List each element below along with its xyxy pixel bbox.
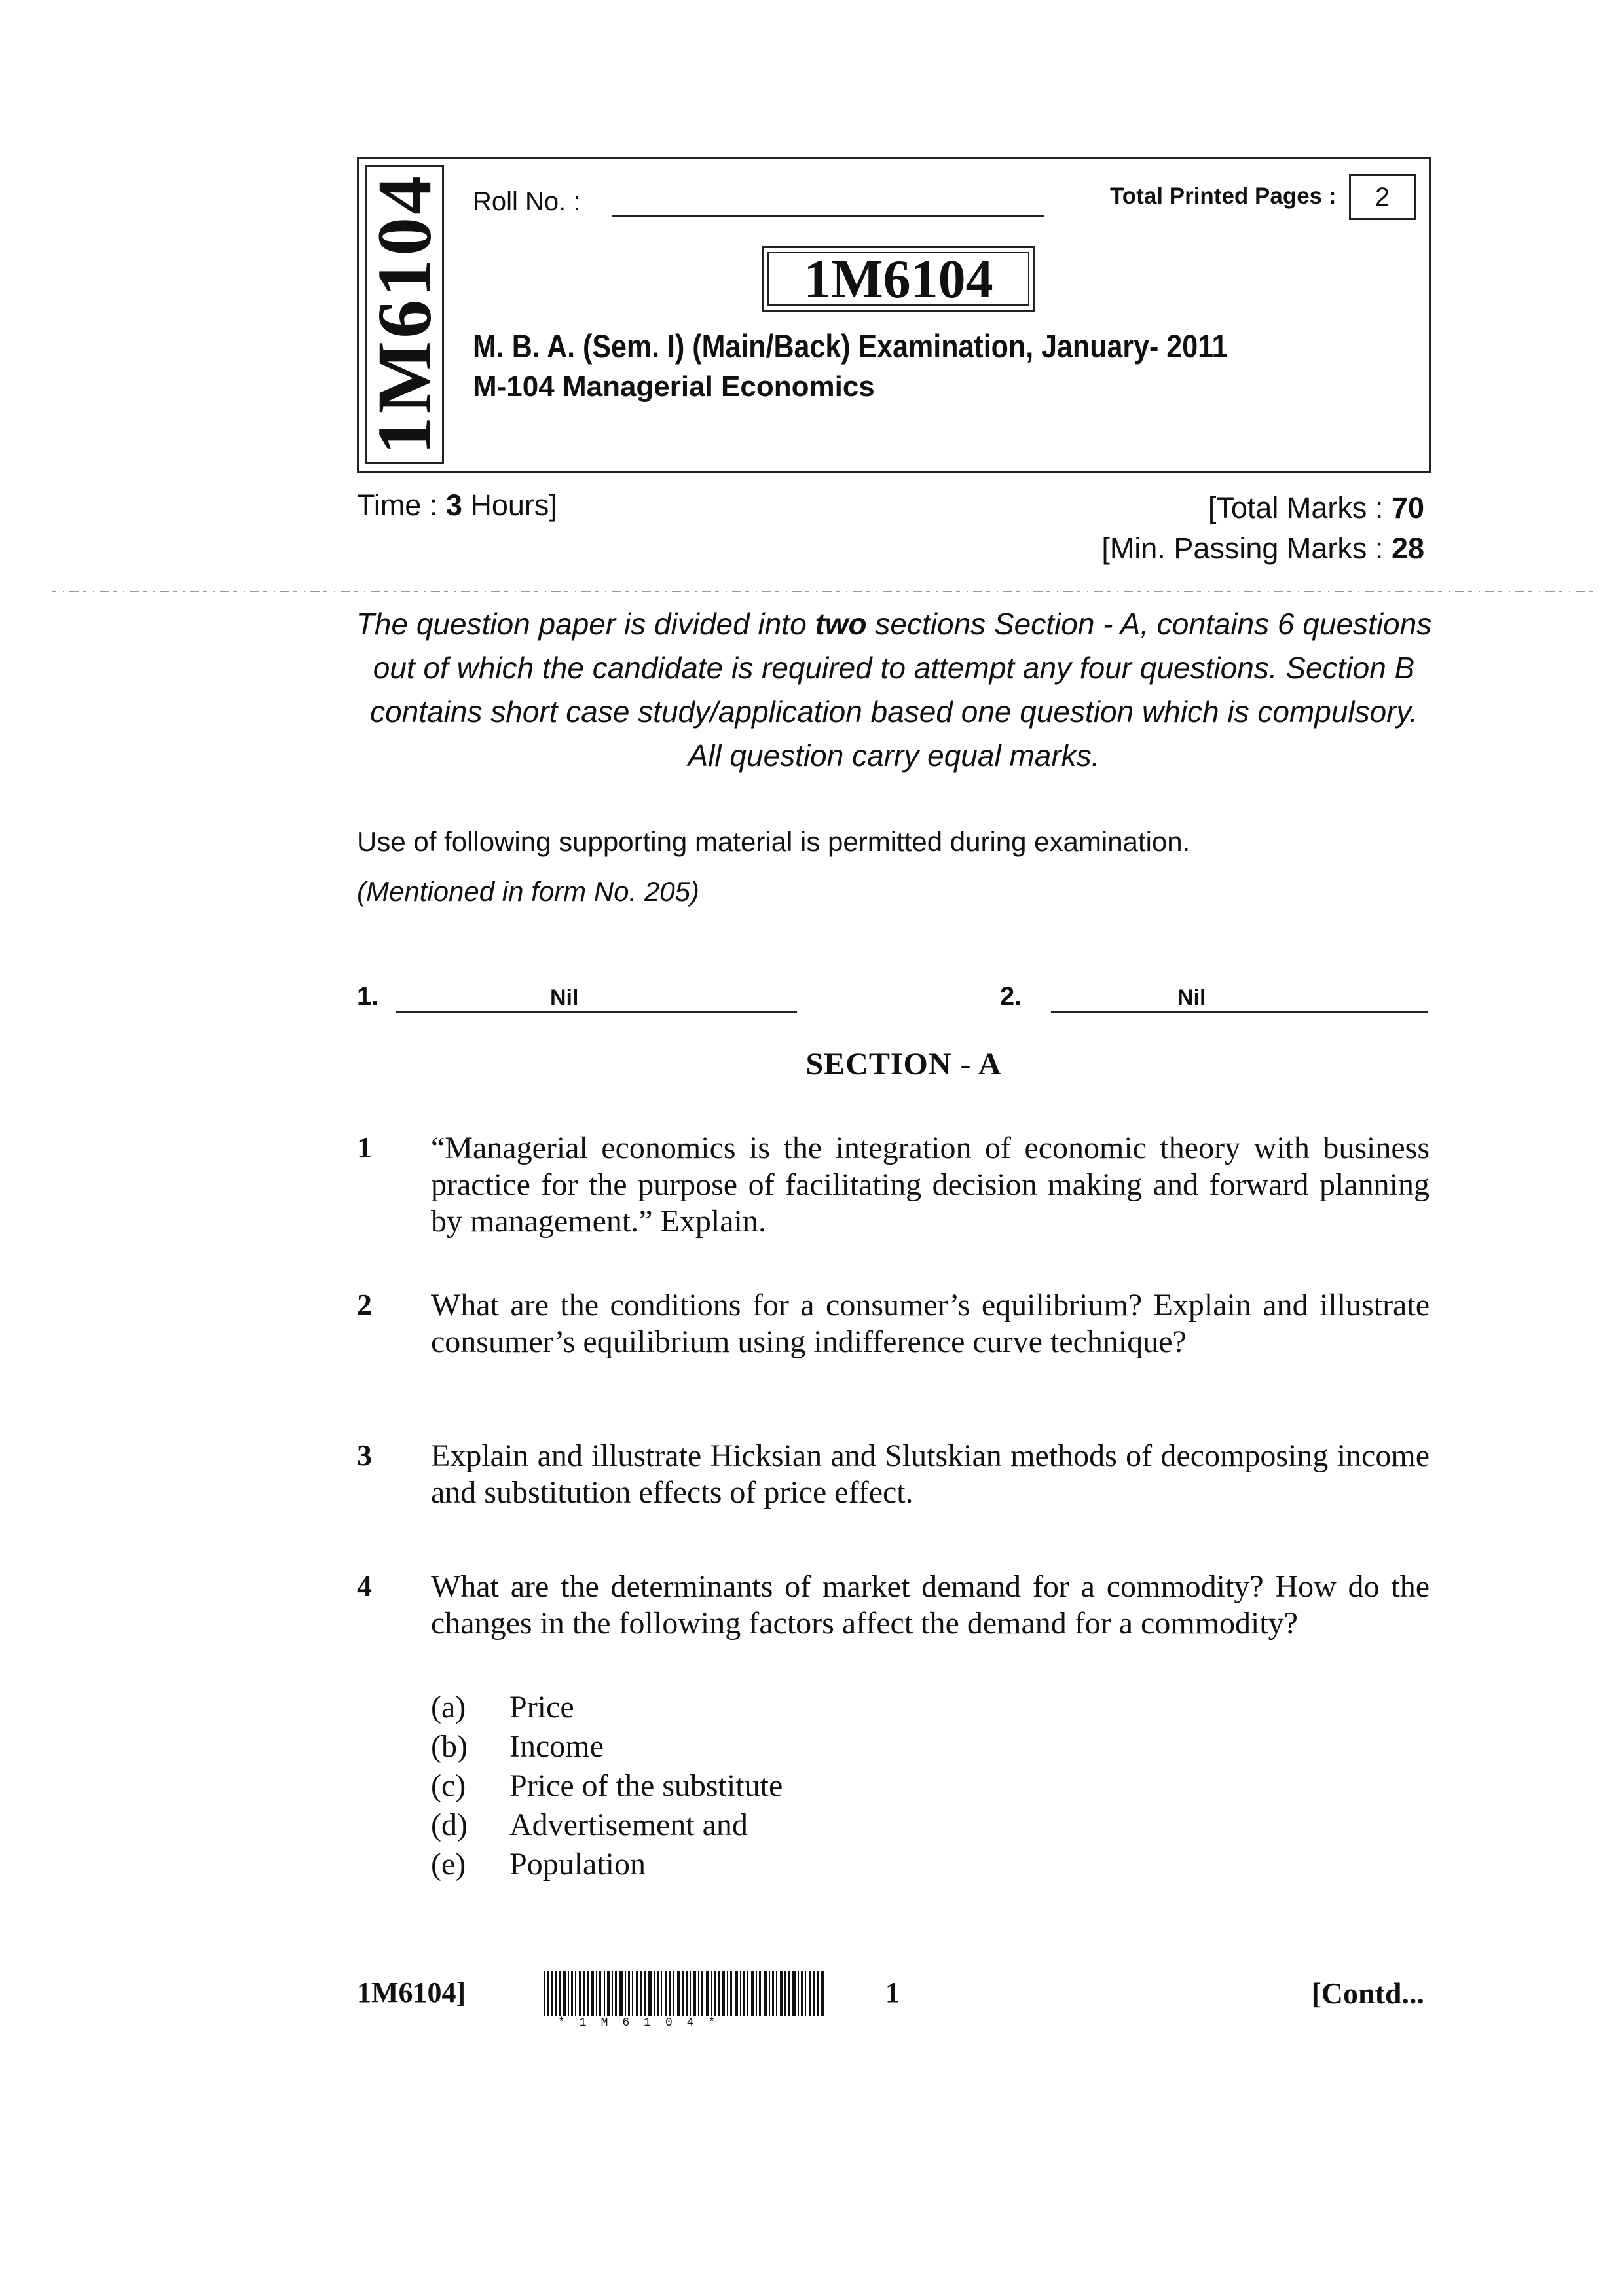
material-1-value: Nil bbox=[550, 985, 579, 1010]
material-2-number: 2. bbox=[1000, 982, 1022, 1011]
option-label: (d) bbox=[431, 1808, 468, 1842]
instructions-part1: The question paper is divided into bbox=[356, 607, 815, 641]
list-item bbox=[431, 1806, 783, 1845]
supporting-material-text: Use of following supporting material is permitted during examination. bbox=[357, 826, 1190, 857]
side-paper-code-box bbox=[361, 165, 447, 464]
min-passing-marks bbox=[1101, 532, 1424, 566]
form-note: (Mentioned in form No. 205) bbox=[357, 876, 699, 907]
material-2-line bbox=[1051, 1011, 1428, 1013]
instructions-bold-word: two bbox=[815, 607, 867, 641]
material-2-value: Nil bbox=[1177, 985, 1206, 1010]
option-text: Price of the substitute bbox=[509, 1768, 783, 1803]
section-heading: SECTION - A bbox=[805, 1047, 1002, 1082]
list-item bbox=[431, 1688, 783, 1727]
total-marks-label: [Total Marks : bbox=[1208, 491, 1392, 524]
list-item bbox=[431, 1845, 783, 1884]
paper-code: 1M6104 bbox=[803, 248, 993, 310]
question-4-number: 4 bbox=[357, 1569, 372, 1603]
time-allowed bbox=[357, 488, 557, 522]
total-pages-value: 2 bbox=[1349, 174, 1416, 220]
time-value: 3 bbox=[445, 488, 462, 522]
scan-noise-line bbox=[52, 588, 1598, 594]
instructions bbox=[354, 602, 1434, 778]
time-label: Time : bbox=[357, 488, 446, 522]
question-2-number: 2 bbox=[357, 1288, 372, 1321]
roll-number-line bbox=[612, 215, 1044, 217]
subject-title: M-104 Managerial Economics bbox=[473, 371, 875, 403]
option-label: (a) bbox=[431, 1690, 466, 1724]
time-unit: Hours] bbox=[462, 488, 557, 522]
page-number: 1 bbox=[885, 1977, 900, 2009]
option-label: (e) bbox=[431, 1847, 466, 1882]
barcode-icon bbox=[544, 1971, 825, 2016]
list-item bbox=[431, 1727, 783, 1766]
option-text: Price bbox=[509, 1690, 574, 1724]
side-paper-code: 1M6104 bbox=[361, 173, 447, 456]
option-text: Income bbox=[509, 1729, 604, 1764]
material-1-line bbox=[396, 1011, 797, 1013]
question-3-text: Explain and illustrate Hicksian and Slutskian methods of decomposing income and substitution effects of price effect. bbox=[431, 1438, 1430, 1510]
option-text: Advertisement and bbox=[509, 1808, 748, 1842]
total-marks bbox=[1208, 491, 1424, 525]
list-item bbox=[431, 1766, 783, 1806]
exam-title: M. B. A. (Sem. I) (Main/Back) Examination, January- 2011 bbox=[473, 328, 1228, 365]
option-text: Population bbox=[509, 1847, 646, 1882]
total-marks-value: 70 bbox=[1391, 491, 1424, 524]
total-pages-label: Total Printed Pages : bbox=[1110, 183, 1337, 209]
barcode-text: *1M6104* bbox=[558, 2016, 730, 2030]
question-1-text: “Managerial economics is the integration of economic theory with business practice for the purpose of facilitating decision making and forward planning by management.” Explain. bbox=[431, 1131, 1430, 1239]
question-1-number: 1 bbox=[357, 1131, 372, 1164]
option-label: (c) bbox=[431, 1768, 466, 1803]
footer-paper-code: 1M6104] bbox=[357, 1977, 466, 2009]
continued-label: [Contd... bbox=[1311, 1977, 1424, 2010]
material-1-number: 1. bbox=[357, 982, 379, 1011]
roll-number-label: Roll No. : bbox=[473, 187, 581, 216]
question-4-text: What are the determinants of market demand for a commodity? How do the changes in the following factors affect the demand for a commodity? bbox=[431, 1569, 1430, 1641]
question-3-number: 3 bbox=[357, 1438, 372, 1472]
min-pass-value: 28 bbox=[1391, 532, 1424, 565]
min-pass-label: [Min. Passing Marks : bbox=[1101, 532, 1392, 565]
paper-code-box bbox=[762, 246, 1035, 312]
question-2-text: What are the conditions for a consumer’s equilibrium? Explain and illustrate consumer’s equilibrium using indifference curve technique? bbox=[431, 1288, 1430, 1359]
instructions-part2: sections Section - A, contains 6 questions out of which the candidate is required to attempt any four questions. Section B contains short case study/application based one question which is compulsory. All question carry equal marks. bbox=[370, 607, 1432, 773]
option-label: (b) bbox=[431, 1729, 468, 1764]
question-4-options bbox=[431, 1688, 783, 1884]
